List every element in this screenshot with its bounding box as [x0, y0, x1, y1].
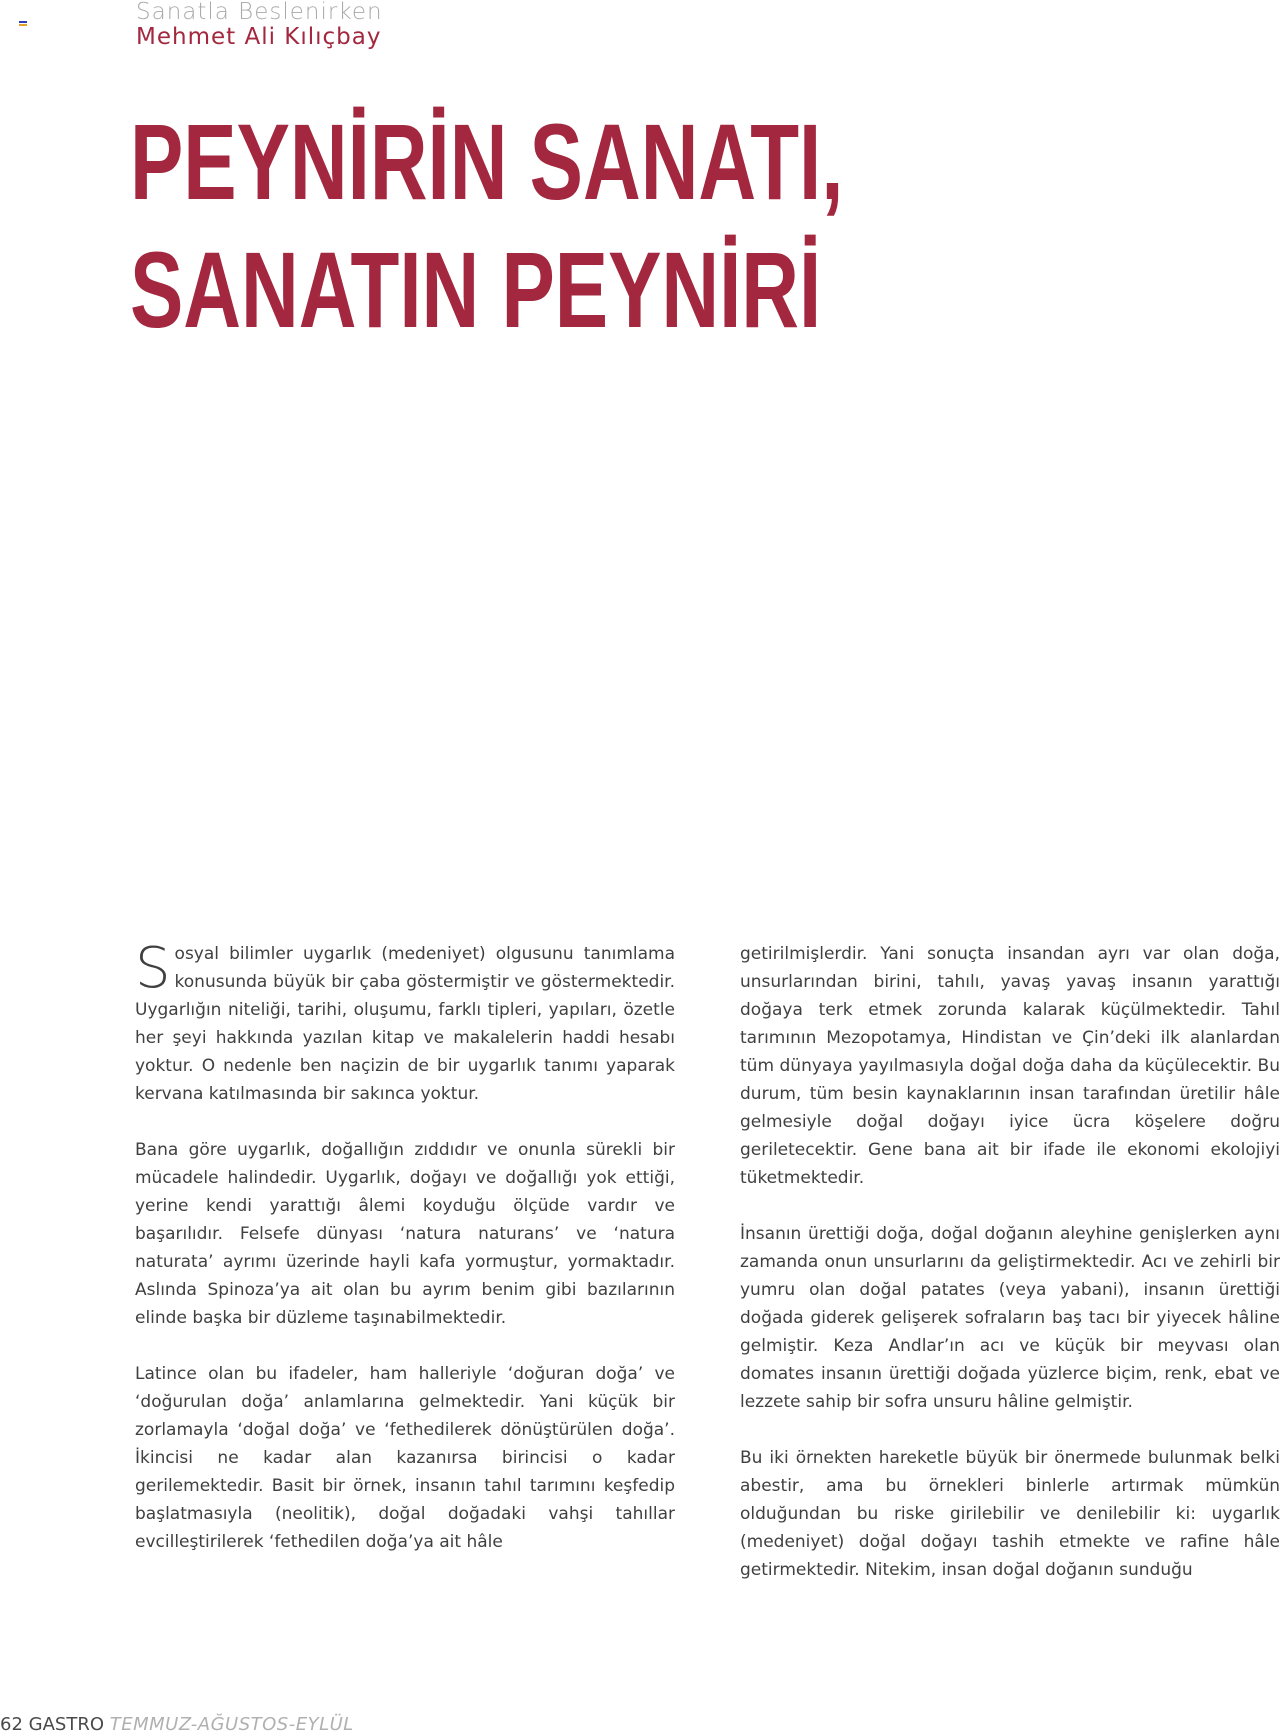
magazine-name: GASTRO [28, 1714, 104, 1735]
page-number: 62 [0, 1714, 23, 1735]
article-paragraph: getirilmişlerdir. Yani sonuçta insandan ayrı var olan doğa, unsurlarından birini, tahılı, yavaş yavaş insanın yarattığı doğaya terk etmek zorunda kalarak küçülmektedir. Tahıl tarımının Mezopotamya, Hindistan ve Çin’deki ilk alanlardan tüm dünyaya yayılmasıyla doğal doğa daha da küçülecektir. Bu durum, tüm besin kaynaklarının insan tarafından üretilir hâle gelmesiyle doğal doğayı iyice ücra köşelere doğru geriletecektir. Gene bana ait bir ifade ile ekonomi ekolojiyi tüketmektedir. [740, 944, 1280, 1188]
issue-label: TEMMUZ-AĞUSTOS-EYLÜL [109, 1714, 354, 1735]
article-paragraph: Latince olan bu ifadeler, ham halleriyle ‘doğuran doğa’ ve ‘doğurulan doğa’ anlamlarına gelmektedir. Yani küçük bir zorlamayla ‘doğal doğa’ ve ‘fethedilerek dönüştürülen doğa’. İkincisi ne kadar alan kazanırsa birincisi o kadar gerilemektedir. Basit bir örnek, insanın tahıl tarımını keşfedip başlatmasıyla (neolitik), doğal doğadaki vahşi tahıllar evcilleştirilerek ‘fethedilen doğa’ya ait hâle [135, 1364, 675, 1552]
page-footer [0, 1714, 354, 1736]
menu-icon[interactable] [19, 21, 27, 27]
article-column-right [740, 940, 1280, 1612]
page-title-line-2: SANATIN PEYNİRİ [130, 229, 822, 350]
page-title [130, 98, 844, 354]
article-paragraph [135, 936, 675, 1108]
article-paragraph: Bana göre uygarlık, doğallığın zıddıdır ve onunla sürekli bir mücadele halindedir. Uygarlık, doğayı ve doğallığı yok ettiği, yerine kendi yarattığı âlemi koyduğu ölçüde vardır ve başarılıdır. Felsefe dünyası ‘natura naturans’ ve ‘natura naturata’ ayrımı üzerinde hayli kafa yormuştur, yormaktadır. Aslında Spinoza’ya ait olan bu ayrım benim gibi bazılarının elinde başka bir düzleme taşınabilmektedir. [135, 1140, 675, 1328]
section-name: Sanatla Beslenirken [136, 0, 383, 25]
drop-cap: S [135, 936, 171, 1001]
article-paragraph: İnsanın ürettiği doğa, doğal doğanın aleyhine genişlerken aynı zamanda onun unsurlarını da geliştirmektedir. Acı ve zehirli bir yumru olan doğal patates (veya yabani), insanın ürettiği doğada giderek gelişerek sofraların baş tacı bir yiyecek hâline gelmiştir. Keza Andlar’ın acı ve küçük bir meyvası olan domates insanın ürettiği doğada yüzlerce biçim, renk, ebat ve lezzete sahip bir sofra unsuru hâline gelmiştir. [740, 1224, 1280, 1412]
author-name: Mehmet Ali Kılıçbay [136, 24, 382, 50]
article-column-left [135, 936, 675, 1584]
article-paragraph: Bu iki örnekten hareketle büyük bir önermede bulunmak belki abestir, ama bu örnekleri binlerle artırmak mümkün olduğundan bu riske girilebilir ve denilebilir ki: uygarlık (medeniyet) doğal doğayı tashih etmekte ve rafine hâle getirmektedir. Nitekim, insan doğal doğanın sunduğu [740, 1448, 1280, 1580]
page-title-line-1: PEYNİRİN SANATI, [130, 101, 844, 222]
menu-icon-line [19, 24, 27, 26]
paragraph-text: osyal bilimler uygarlık (medeniyet) olgusunu tanımlama konusunda büyük bir çaba göstermiştir ve göstermektedir. Uygarlığın niteliği, tarihi, oluşumu, farklı tipleri, yapıları, özetle her şeyi hakkında yazılan kitap ve makalelerin haddi hesabı yoktur. O nedenle ben naçizin de bir uygarlık tanımı yaparak kervana katılmasında bir sakınca yoktur. [135, 944, 675, 1104]
menu-icon-line [19, 21, 27, 23]
